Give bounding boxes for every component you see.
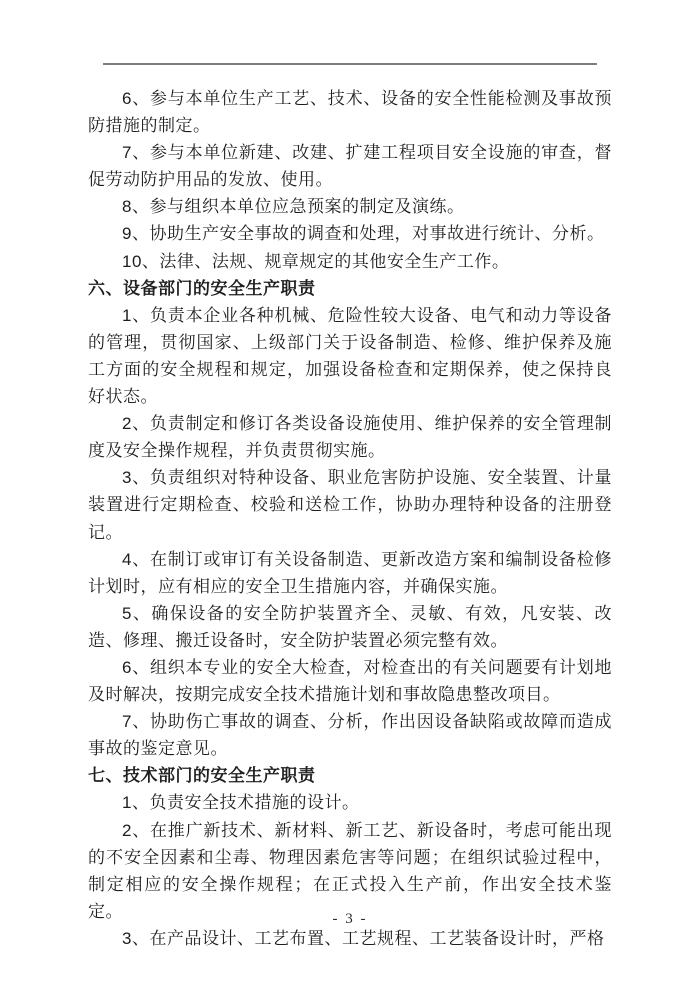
paragraph: 5、确保设备的安全防护装置齐全、灵敏、有效，凡安装、改造、修理、搬迁设备时，安全防护装置必须完整有效。: [88, 603, 612, 650]
paragraph: 8、参与组织本单位应急预案的制定及演练。: [122, 197, 465, 217]
paragraph: 7、协助伤亡事故的调查、分析，作出因设备缺陷或故障而造成事故的鉴定意见。: [88, 712, 612, 759]
paragraph: 6、组织本专业的安全大检查，对检查出的有关问题要有计划地及时解决，按期完成安全技术措施计划和事故隐患整改项目。: [88, 657, 612, 705]
paragraph: 9、协助生产安全事故的调查和处理，对事故进行统计、分析。: [122, 224, 605, 244]
header-rule: [103, 63, 597, 65]
page-number: - 3 -: [332, 911, 368, 927]
paragraph: 4、在制订或审订有关设备制造、更新改造方案和编制设备检修计划时，应有相应的安全卫生措施内容，并确保实施。: [88, 549, 612, 596]
paragraph: 10、法律、法规、规章规定的其他安全生产工作。: [122, 251, 510, 271]
paragraph: 2、负责制定和修订各类设备设施使用、维护保养的安全管理制度及安全操作规程，并负责贯彻实施。: [88, 414, 612, 461]
paragraph: 1、负责安全技术措施的设计。: [122, 793, 360, 813]
paragraph: 3、在产品设计、工艺布置、工艺规程、工艺装备设计时，严格: [122, 928, 605, 948]
paragraph: 7、参与本单位新建、改建、扩建工程项目安全设施的审查，督促劳动防护用品的发放、使用。: [88, 143, 612, 190]
paragraph: 2、在推广新技术、新材料、新工艺、新设备时，考虑可能出现的不安全因素和尘毒、物理因素危害等问题；在组织试验过程中，制定相应的安全操作规程；在正式投入生产前，作出安全技术鉴定。: [88, 820, 612, 921]
section-heading: 七、技术部门的安全生产职责: [88, 766, 316, 786]
paragraph: 3、负责组织对特种设备、职业危害防护设施、安全装置、计量装置进行定期检查、校验和送检工作，协助办理特种设备的注册登记。: [88, 468, 612, 542]
paragraph: 1、负责本企业各种机械、危险性较大设备、电气和动力等设备的管理，贯彻国家、上级部门关于设备制造、检修、维护保养及施工方面的安全规程和规定，加强设备检查和定期保养，使之保持良好状态。: [88, 305, 612, 407]
section-heading: 六、设备部门的安全生产职责: [88, 278, 316, 298]
document-body: [88, 85, 612, 952]
paragraph: 6、参与本单位生产工艺、技术、设备的安全性能检测及事故预防措施的制定。: [88, 89, 612, 136]
